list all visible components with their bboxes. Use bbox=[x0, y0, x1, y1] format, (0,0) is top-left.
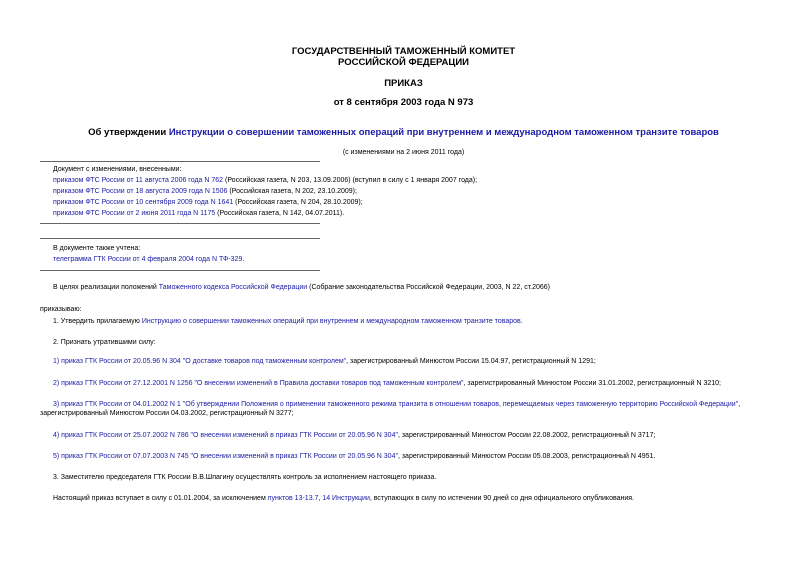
considered-heading: В документе также учтена: bbox=[53, 245, 141, 252]
instruction-link[interactable]: Инструкцию о совершении таможенных операций при внутреннем и международном таможенном транзите товаров bbox=[141, 318, 521, 325]
repealed-item: 3) приказ ГТК России от 04.01.2002 N 1 "Об утверждении Положения о применении таможенного режима транзита в отношении товаров, перемещаемых через таможенную территорию Российской Федерации", bbox=[53, 401, 741, 408]
paragraph-1: 1. Утвердить прилагаемую Инструкцию о совершении таможенных операций при внутреннем и международном таможенном транзите товаров. bbox=[53, 318, 523, 325]
amendment-link[interactable]: приказом ФТС России от 11 августа 2006 года N 762 bbox=[53, 177, 224, 184]
customs-code-link[interactable]: Таможенного кодекса Российской Федерации bbox=[158, 284, 308, 291]
title-prefix: Об утверждении bbox=[88, 127, 169, 138]
amendment-link[interactable]: приказом ФТС России от 2 июня 2011 года N 1175 bbox=[53, 210, 216, 217]
divider-middle bbox=[40, 223, 320, 224]
divider-top bbox=[40, 161, 320, 162]
repealed-item: 5) приказ ГТК России от 07.07.2003 N 745 "О внесении изменений в приказ ГТК России от 20.05.96 N 304", зарегистрированный Минюстом России 05.08.2003, регистрационный N 4951. bbox=[53, 453, 656, 460]
repealed-item: 2) приказ ГТК России от 27.12.2001 N 1256 "О внесении изменений в Правила доставки товаров под таможенным контролем", зарегистрированный Минюстом России 31.01.2002, регистрационный N 3210; bbox=[53, 380, 721, 387]
divider-considered-top bbox=[40, 238, 320, 239]
repealed-order-link[interactable]: приказ ГТК России от 07.07.2003 N 745 "О внесении изменений в приказ ГТК России от 20.05.96 N 304" bbox=[61, 453, 398, 460]
org-name-line1: ГОСУДАРСТВЕННЫЙ ТАМОЖЕННЫЙ КОМИТЕТ bbox=[291, 46, 516, 57]
repealed-item: 1) приказ ГТК России от 20.05.96 N 304 "О доставке товаров под таможенным контролем", зарегистрированный Минюстом России 15.04.97, регистрационный N 1291; bbox=[53, 358, 596, 365]
amendment-link[interactable]: приказом ФТС России от 10 сентября 2009 года N 1641 bbox=[53, 199, 234, 206]
paragraph-2: 2. Признать утратившими силу: bbox=[53, 339, 156, 346]
title-instruction-link[interactable]: Инструкции о совершении таможенных операций при внутреннем и международном таможенном транзите товаров bbox=[168, 127, 719, 138]
points-link[interactable]: пунктов 13-13.7 bbox=[267, 495, 319, 502]
paragraph-3: 3. Заместителю председателя ГТК России В.В.Шпагину осуществлять контроль за исполнением настоящего приказа. bbox=[53, 474, 437, 481]
doc-type: ПРИКАЗ bbox=[384, 78, 423, 89]
repealed-item: 4) приказ ГТК России от 25.07.2002 N 786 "О внесении изменений в приказ ГТК России от 20.05.96 N 304", зарегистрированный Минюстом России 22.08.2002, регистрационный N 3717; bbox=[53, 432, 656, 439]
order-word: приказываю: bbox=[40, 306, 82, 313]
amendment-item: приказом ФТС России от 10 сентября 2009 года N 1641 (Российская газета, N 204, 28.10.2009); bbox=[53, 199, 363, 206]
document-title bbox=[0, 127, 807, 138]
repealed-order-link[interactable]: приказ ГТК России от 20.05.96 N 304 "О доставке товаров под таможенным контролем" bbox=[61, 358, 347, 365]
changes-note: (с изменениями на 2 июня 2011 года) bbox=[342, 149, 465, 156]
repealed-order-link[interactable]: приказ ГТК России от 27.12.2001 N 1256 "О внесении изменений в Правила доставки товаров под таможенным контролем" bbox=[61, 380, 464, 387]
intro-paragraph: В целях реализации положений Таможенного кодекса Российской Федерации (Собрание законодательства Российской Федерации, 2003, N 22, ст.2066) bbox=[53, 284, 550, 291]
amendment-item: приказом ФТС России от 18 августа 2009 года N 1506 (Российская газета, N 202, 23.10.2009); bbox=[53, 188, 357, 195]
org-name-line2: РОССИЙСКОЙ ФЕДЕРАЦИИ bbox=[337, 57, 469, 68]
amendment-item: приказом ФТС России от 2 июня 2011 года N 1175 (Российская газета, N 142, 04.07.2011). bbox=[53, 210, 345, 217]
considered-item: телеграмма ГТК России от 4 февраля 2004 года N ТФ-329. bbox=[53, 256, 245, 263]
telegram-link[interactable]: телеграмма ГТК России от 4 февраля 2004 года N ТФ-329 bbox=[53, 256, 243, 263]
repealed-item-continuation: зарегистрированный Минюстом России 04.03.2002, регистрационный N 3277; bbox=[40, 410, 294, 417]
amendment-item: приказом ФТС России от 11 августа 2006 года N 762 (Российская газета, N 203, 13.09.2006) (вступил в силу с 1 января 2007 года); bbox=[53, 177, 478, 184]
final-paragraph: Настоящий приказ вступает в силу с 01.01.2004, за исключением пунктов 13-13.7, 14 Инструкции, вступающих в силу по истечении 90 дней со дня официального опубликования. bbox=[53, 495, 635, 502]
repealed-order-link[interactable]: приказ ГТК России от 04.01.2002 N 1 "Об утверждении Положения о применении таможенного режима транзита в отношении товаров, перемещаемых через таможенную территорию Российской Федерации" bbox=[61, 401, 739, 408]
doc-date: от 8 сентября 2003 года N 973 bbox=[333, 97, 474, 108]
instruction-points-link[interactable]: 14 Инструкции bbox=[322, 495, 370, 502]
amendments-heading: Документ с изменениями, внесенными: bbox=[53, 166, 182, 173]
amendment-link[interactable]: приказом ФТС России от 18 августа 2009 года N 1506 bbox=[53, 188, 228, 195]
divider-bottom bbox=[40, 270, 320, 271]
repealed-order-link[interactable]: приказ ГТК России от 25.07.2002 N 786 "О внесении изменений в приказ ГТК России от 20.05.96 N 304" bbox=[61, 432, 398, 439]
